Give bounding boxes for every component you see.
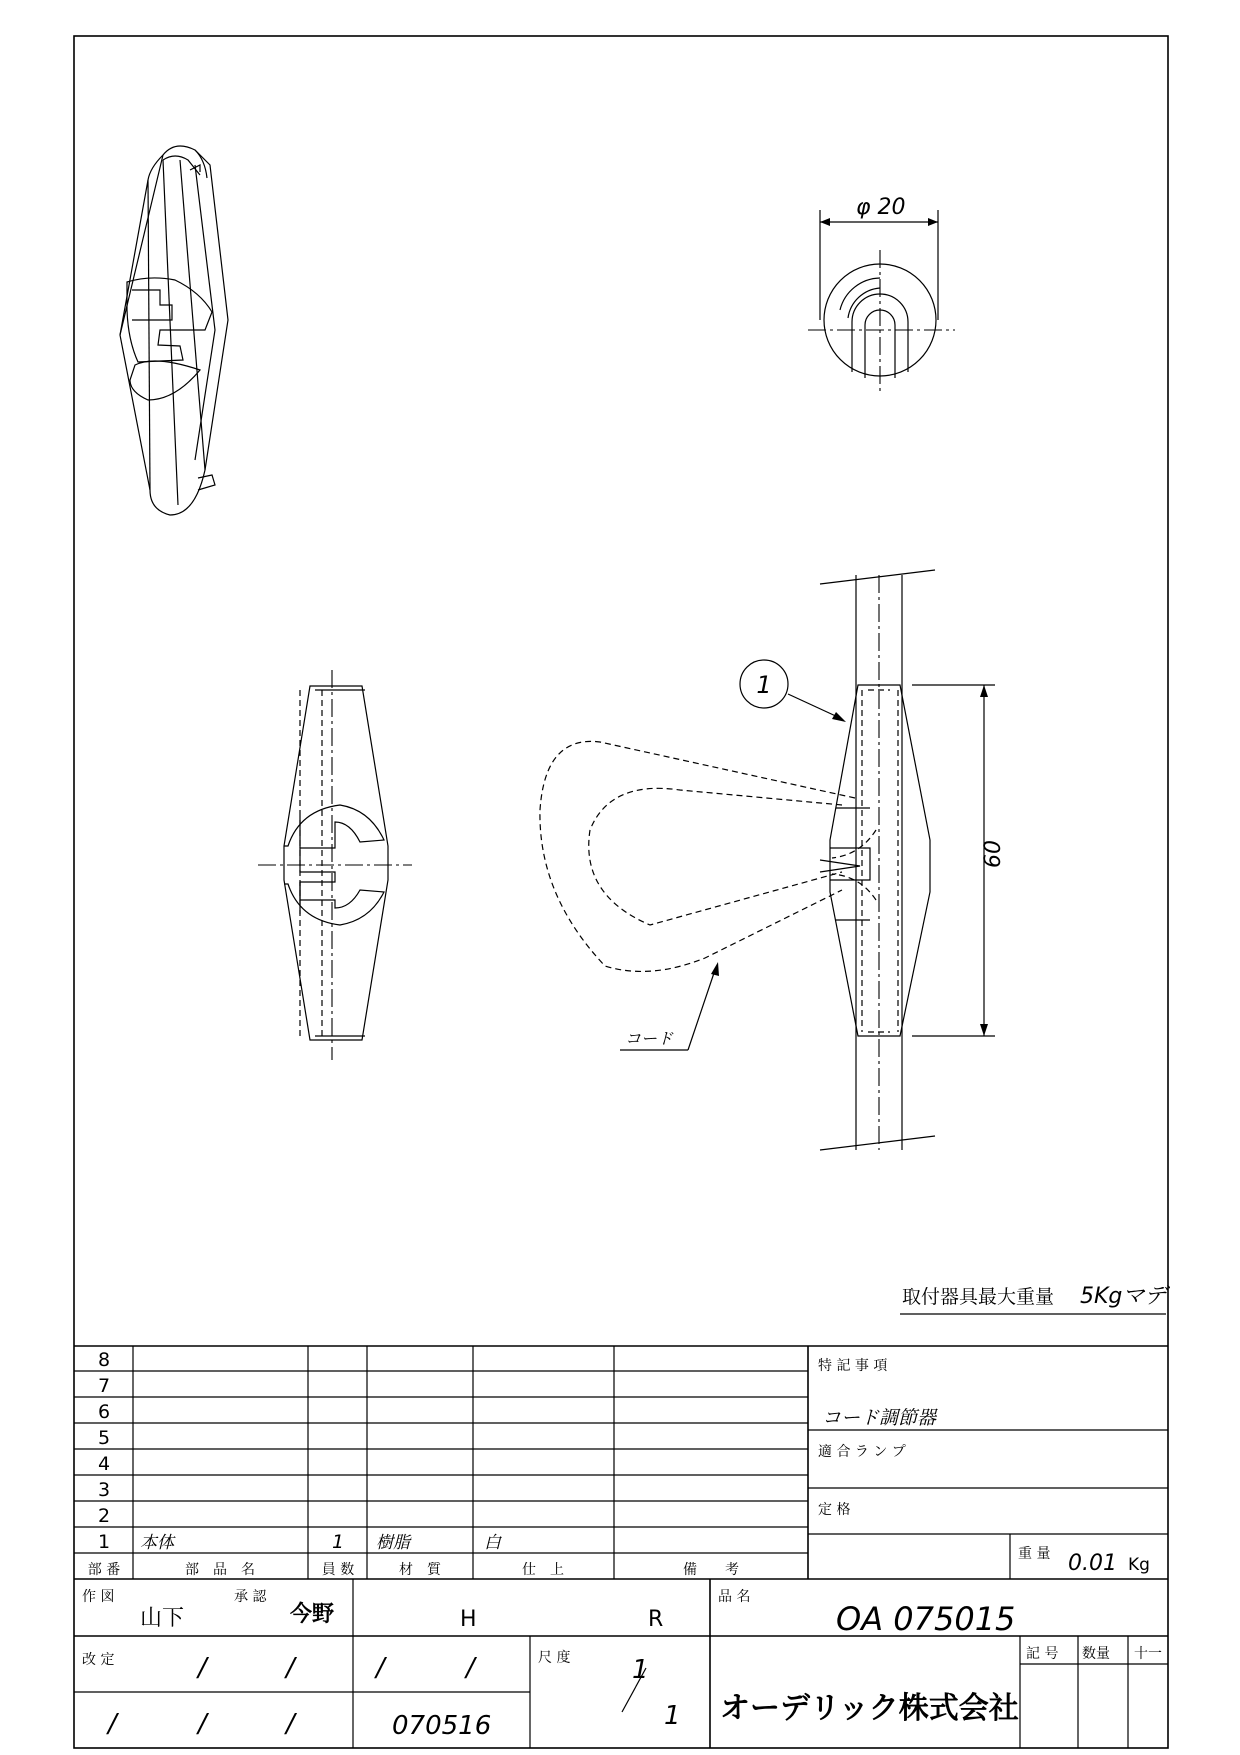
- drawing-date: 070516: [392, 1711, 492, 1741]
- approved-by: 今野: [290, 1602, 335, 1627]
- revision-slash: /: [198, 1709, 207, 1739]
- front-view: [258, 670, 412, 1060]
- max-load-value: 5Kgマデ: [1080, 1284, 1167, 1309]
- revision-slash: /: [198, 1653, 207, 1683]
- row-no: 5: [97, 1427, 111, 1449]
- lamp-label: 適 合 ラ ン プ: [818, 1444, 906, 1460]
- product-name-label: 品 名: [718, 1589, 751, 1605]
- plus-minus-label: 十一: [1134, 1646, 1162, 1662]
- scale-label: 尺 度: [538, 1650, 571, 1666]
- scale-denominator: 1: [664, 1701, 681, 1731]
- symbol-label: 記 号: [1026, 1646, 1059, 1662]
- scale-numerator: 1: [632, 1655, 649, 1685]
- header-no: 部 番: [87, 1562, 121, 1578]
- header-qty: 員 数: [321, 1562, 355, 1578]
- rating-label: 定 格: [818, 1502, 851, 1518]
- row-no: 3: [97, 1479, 111, 1501]
- special-notes-label: 特 記 事 項: [818, 1358, 888, 1374]
- weight-unit: Kg: [1128, 1555, 1150, 1575]
- r-label: R: [648, 1607, 664, 1632]
- header-material: 材 質: [399, 1562, 441, 1578]
- revision-slash: /: [108, 1709, 117, 1739]
- row-no: 7: [97, 1375, 111, 1397]
- product-description: コード調節器: [822, 1407, 937, 1429]
- row-no: 8: [97, 1349, 111, 1371]
- drawn-by: 山下: [140, 1606, 185, 1631]
- part-name: 本体: [140, 1533, 174, 1553]
- quantity-label: 数量: [1082, 1646, 1110, 1662]
- revision-slash: /: [376, 1653, 385, 1683]
- weight-label: 重 量: [1018, 1546, 1051, 1562]
- company-name: オーデリック株式会社: [720, 1691, 1019, 1726]
- header-finish: 仕 上: [522, 1562, 564, 1578]
- header-note: 備 考: [683, 1562, 739, 1578]
- parts-table: [74, 1346, 1168, 1579]
- part-finish: 白: [484, 1533, 501, 1553]
- revision-slash: /: [286, 1709, 295, 1739]
- header-name: 部 品 名: [185, 1562, 255, 1578]
- top-view: [808, 210, 955, 395]
- revision-slash: /: [466, 1653, 475, 1683]
- part-qty: 1: [331, 1531, 345, 1553]
- revision-slash: /: [286, 1653, 295, 1683]
- row-no: 4: [97, 1453, 111, 1475]
- revision-label: 改 定: [82, 1652, 115, 1668]
- drawn-label: 作 図: [82, 1589, 115, 1605]
- length-dimension: 60: [981, 840, 1006, 868]
- cord-label: コード: [625, 1029, 674, 1048]
- part-material: 樹脂: [376, 1533, 410, 1553]
- row-no: 6: [97, 1401, 111, 1423]
- part-balloon: 1: [756, 671, 772, 699]
- side-view: [540, 570, 995, 1150]
- max-load-label: 取付器具最大重量: [902, 1286, 1055, 1308]
- diameter-dimension: φ 20: [856, 195, 906, 220]
- h-label: H: [460, 1607, 477, 1632]
- weight-value: 0.01: [1068, 1551, 1117, 1576]
- drawing-frame: [74, 36, 1168, 1748]
- row-no: 2: [97, 1505, 111, 1527]
- product-code: OA 075015: [836, 1600, 1016, 1638]
- approved-label: 承 認: [234, 1589, 267, 1605]
- parts-row-numbers: [98, 1349, 110, 1553]
- isometric-view: [120, 146, 228, 515]
- row-no: 1: [97, 1531, 111, 1553]
